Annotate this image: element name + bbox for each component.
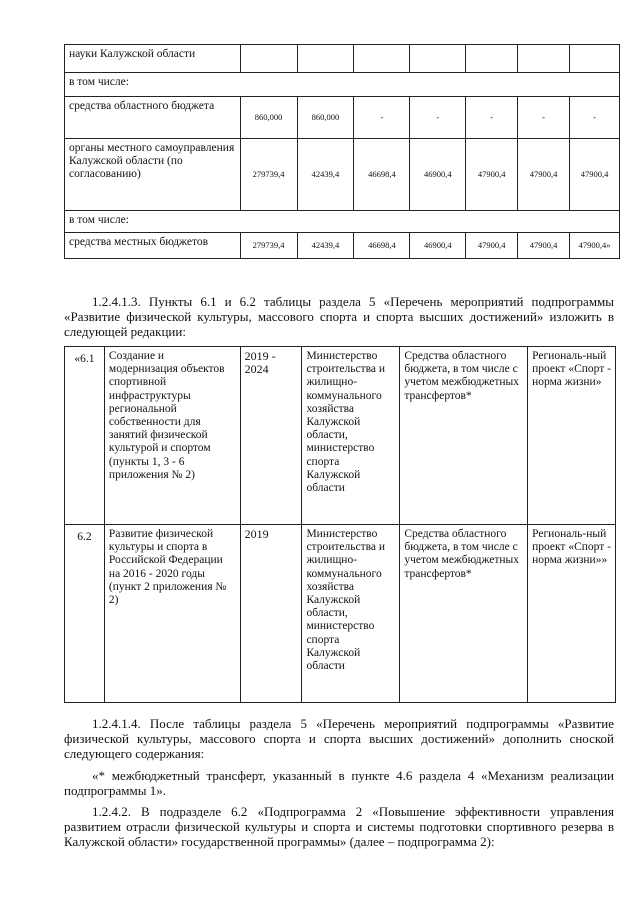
row-label: в том числе: (65, 73, 620, 97)
cell-value: 279739,4 (240, 139, 297, 211)
cell-value (410, 45, 466, 73)
measure-project: Региональ-ный проект «Спорт - норма жизни»» (528, 525, 616, 703)
cell-value: - (466, 97, 518, 139)
cell-value: - (570, 97, 620, 139)
cell-value (354, 45, 410, 73)
measure-project: Региональ-ный проект «Спорт - норма жизни» (528, 347, 616, 525)
table-row (65, 525, 616, 703)
item-number: «6.1 (65, 347, 105, 525)
measure-executor: Министерство строительства и жилищно-коммунального хозяйства Калужской области, министерство спорта Калужской области (302, 347, 400, 525)
cell-value: 860,000 (297, 97, 354, 139)
row-label: в том числе: (65, 211, 620, 233)
cell-value: 42439,4 (297, 233, 354, 259)
paragraph-1-2-4-1-4: 1.2.4.1.4. После таблицы раздела 5 «Перечень мероприятий подпрограммы «Развитие физической культуры, массового спорта и спорта высших достижений» дополнить сноской следующего содержания: (64, 716, 614, 761)
cell-value (570, 45, 620, 73)
cell-value (466, 45, 518, 73)
cell-value: 47900,4 (518, 233, 570, 259)
measure-years: 2019 (240, 525, 302, 703)
cell-value: 47900,4» (570, 233, 620, 259)
paragraph-1-2-4-1-3: 1.2.4.1.3. Пункты 6.1 и 6.2 таблицы раздела 5 «Перечень мероприятий подпрограммы «Развитие физической культуры, массового спорта и спорта высших достижений» изложить в следующей редакции: (64, 294, 614, 339)
table-row (65, 139, 620, 211)
measure-source: Средства областного бюджета, в том числе с учетом межбюджетных трансфертов* (400, 347, 528, 525)
table-row (65, 45, 620, 73)
funding-table (64, 44, 620, 259)
row-label: науки Калужской области (65, 45, 241, 73)
cell-value (297, 45, 354, 73)
table-row (65, 211, 620, 233)
row-label: средства местных бюджетов (65, 233, 241, 259)
measure-source: Средства областного бюджета, в том числе с учетом межбюджетных трансфертов* (400, 525, 528, 703)
cell-value: 47900,4 (518, 139, 570, 211)
table-row (65, 73, 620, 97)
measure-executor: Министерство строительства и жилищно-коммунального хозяйства Калужской области, министерство спорта Калужской области (302, 525, 400, 703)
cell-value: 47900,4 (466, 139, 518, 211)
table-row (65, 97, 620, 139)
row-label: органы местного самоуправления Калужской области (по согласованию) (65, 139, 241, 211)
row-label: средства областного бюджета (65, 97, 241, 139)
item-number: 6.2 (65, 525, 105, 703)
measure-name: Создание и модернизация объектов спортивной инфраструктуры региональной собственности для занятий физической культурой и спортом (пункты 1, 3 - 6 приложения № 2) (104, 347, 240, 525)
cell-value: 42439,4 (297, 139, 354, 211)
footnote-text: «* межбюджетный трансферт, указанный в пункте 4.6 раздела 4 «Механизм реализации подпрограммы 1». (64, 768, 614, 798)
table-row (65, 347, 616, 525)
cell-value: 46900,4 (410, 233, 466, 259)
cell-value (240, 45, 297, 73)
cell-value: 47900,4 (570, 139, 620, 211)
paragraph-1-2-4-2: 1.2.4.2. В подразделе 6.2 «Подпрограмма 2 «Повышение эффективности управления развитием отрасли физической культуры и спорта и системы подготовки спортивного резерва в Калужской области» государственной программы» (далее – подпрограмма 2): (64, 804, 614, 849)
table-row (65, 233, 620, 259)
cell-value: 47900,4 (466, 233, 518, 259)
cell-value: 46698,4 (354, 139, 410, 211)
cell-value (518, 45, 570, 73)
measures-table (64, 346, 616, 703)
cell-value: - (410, 97, 466, 139)
cell-value: - (354, 97, 410, 139)
cell-value: - (518, 97, 570, 139)
cell-value: 46900,4 (410, 139, 466, 211)
measure-name: Развитие физической культуры и спорта в Российской Федерации на 2016 - 2020 годы (пункт 2 приложения № 2) (104, 525, 240, 703)
cell-value: 46698,4 (354, 233, 410, 259)
cell-value: 860,000 (240, 97, 297, 139)
cell-value: 279739,4 (240, 233, 297, 259)
measure-years: 2019 - 2024 (240, 347, 302, 525)
